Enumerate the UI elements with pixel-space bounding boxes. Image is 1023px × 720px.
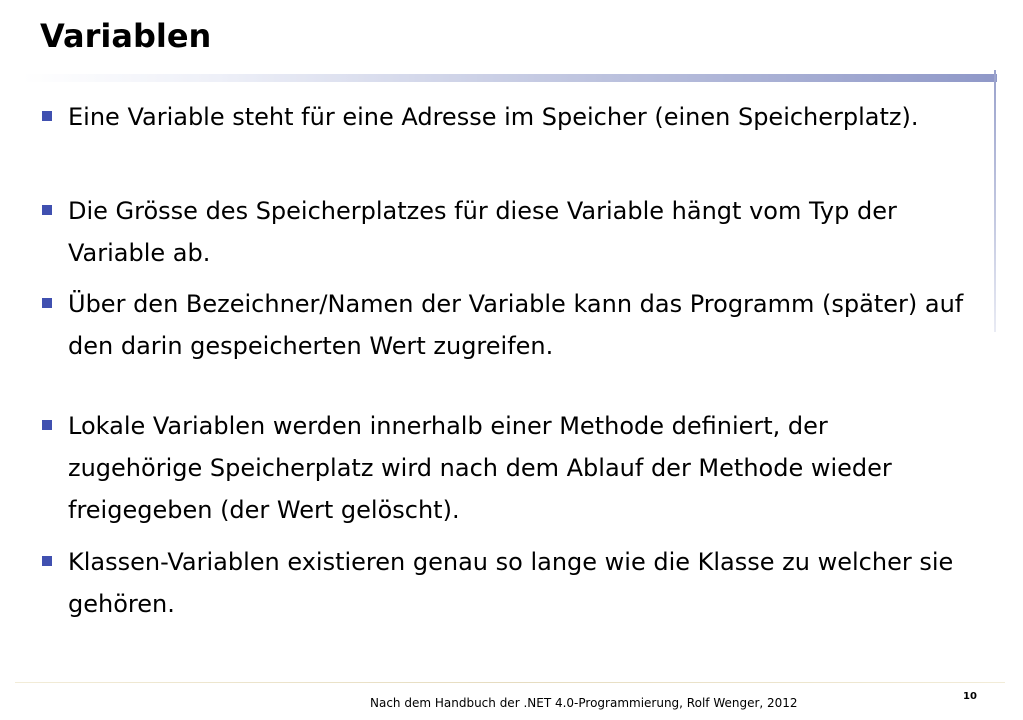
footer-credit: Nach dem Handbuch der .NET 4.0-Programmierung, Rolf Wenger, 2012 bbox=[370, 696, 798, 710]
square-bullet-icon bbox=[42, 111, 52, 121]
square-bullet-icon bbox=[42, 556, 52, 566]
bullet-text: Die Grösse des Speicherplatzes für diese Variable hängt vom Typ der Variable ab. bbox=[68, 197, 897, 267]
square-bullet-icon bbox=[42, 420, 52, 430]
bullet-text: Lokale Variablen werden innerhalb einer Methode definiert, der zugehörige Speicherplatz wird nach dem Ablauf der Methode wieder freigegeben (der Wert gelöscht). bbox=[68, 412, 892, 524]
bullet-item bbox=[68, 96, 968, 138]
bullet-text: Über den Bezeichner/Namen der Variable kann das Programm (später) auf den darin gespeicherten Wert zugreifen. bbox=[68, 290, 964, 360]
bullet-item bbox=[68, 541, 968, 625]
bullet-item bbox=[68, 190, 968, 274]
slide-title: Variablen bbox=[40, 17, 212, 55]
title-underline-divider bbox=[22, 74, 997, 82]
footer-divider bbox=[15, 682, 1005, 683]
page-number: 10 bbox=[963, 691, 977, 702]
bullet-item bbox=[68, 283, 968, 367]
bullet-text: Klassen-Variablen existieren genau so lange wie die Klasse zu welcher sie gehören. bbox=[68, 548, 954, 618]
square-bullet-icon bbox=[42, 298, 52, 308]
bullet-text: Eine Variable steht für eine Adresse im Speicher (einen Speicherplatz). bbox=[68, 103, 919, 131]
right-edge-divider bbox=[994, 70, 996, 332]
bullet-item bbox=[68, 405, 968, 531]
square-bullet-icon bbox=[42, 205, 52, 215]
